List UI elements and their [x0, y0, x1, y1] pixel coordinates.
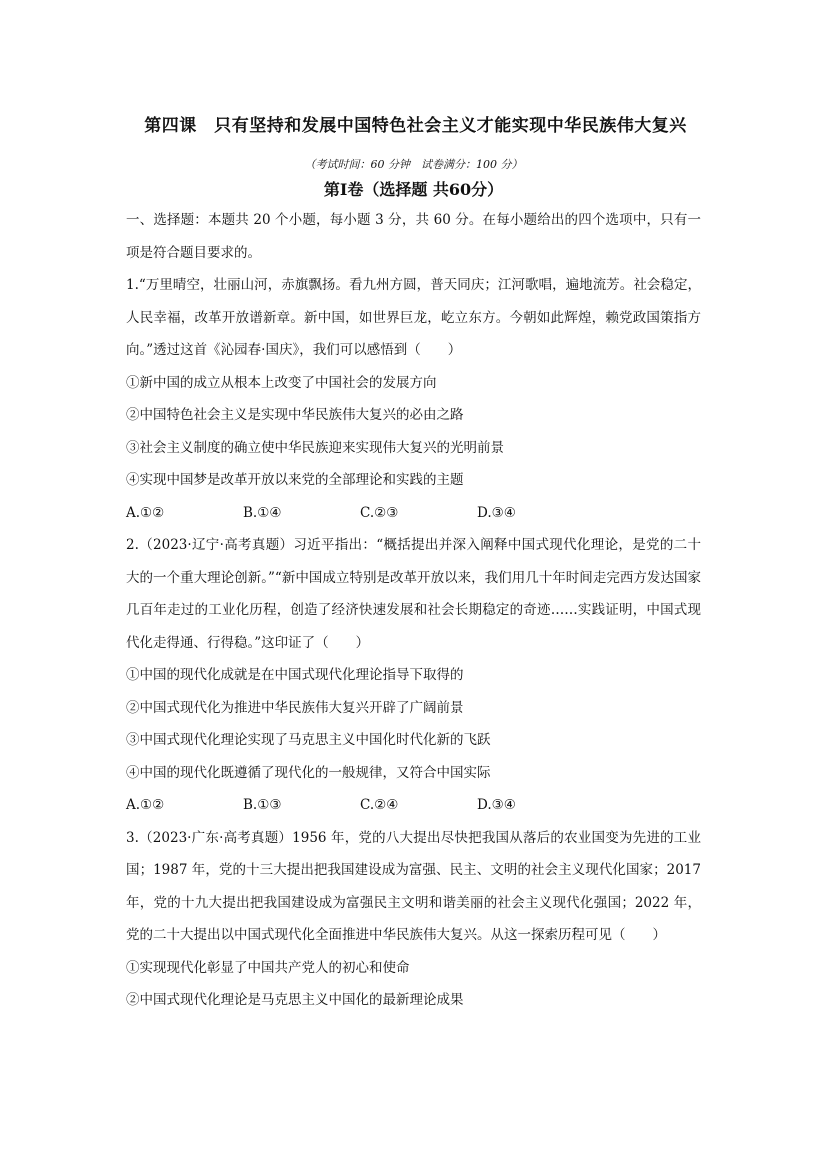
choice-b: B.①③ [243, 797, 282, 813]
statement-4: ④实现中国梦是改革开放以来党的全部理论和实践的主题 [126, 472, 464, 488]
exam-page [126, 100, 701, 1017]
statement-1: ①中国的现代化成就是在中国式现代化理论指导下取得的 [126, 667, 464, 683]
choice-d: D.③④ [477, 797, 516, 813]
choice-b: B.①④ [243, 504, 282, 521]
choice-c: C.②③ [360, 504, 399, 521]
statement-1: ①新中国的成立从根本上改变了中国社会的发展方向 [126, 374, 437, 391]
statement-2: ②中国特色社会主义是实现中华民族伟大复兴的必由之路 [126, 407, 464, 423]
choice-a: A.①② [126, 504, 165, 521]
question-stem: 1.“万里晴空，壮丽山河，赤旗飘扬。看九州方圆，普天同庆；江河歌唱，遍地流芳。社会稳定，人民幸福，改革开放谱新章。新中国，如世界巨龙，屹立东方。今朝如此辉煌，赖党政国策指方向。”透过这首《沁园春·国庆》，我们可以感悟到（ ） [126, 277, 701, 358]
question-3 [126, 822, 701, 1017]
statement-1: ①实现现代化彰显了中国共产党人的初心和使命 [126, 959, 410, 976]
statement-3: ③中国式现代化理论实现了马克思主义中国化时代化新的飞跃 [126, 732, 491, 748]
question-1 [126, 269, 701, 529]
statement-2: ②中国式现代化理论是马克思主义中国化的最新理论成果 [126, 992, 464, 1008]
question-2 [126, 529, 701, 822]
section-heading: 第Ⅰ卷（选择题 共60分） [323, 180, 504, 199]
choice-a: A.①② [126, 797, 165, 813]
statement-2: ②中国式现代化为推进中华民族伟大复兴开辟了广阔前景 [126, 699, 464, 716]
exam-info: （考试时间：60 分钟 试卷满分：100 分） [304, 158, 523, 171]
page-title: 第四课 只有坚持和发展中国特色社会主义才能实现中华民族伟大复兴 [144, 116, 687, 136]
question-stem: 2.（2023·辽宁·高考真题）习近平指出：“概括提出并深入阐释中国式现代化理论，是党的二十大的一个重大理论创新。”“新中国成立特别是改革开放以来，我们用几十年时间走完西方发达国家几百年走过的工业化历程，创造了经济快速发展和社会长期稳定的奇迹……实践证明，中国式现代化走得通、行得稳。”这印证了（ ） [126, 537, 701, 651]
question-stem: 3.（2023·广东·高考真题）1956 年，党的八大提出尽快把我国从落后的农业国变为先进的工业国；1987 年，党的十三大提出把我国建设成为富强、民主、文明的社会主义现代化国家；2017 年，党的十九大提出把我国建设成为富强民主文明和谐美丽的社会主义现代化强国；2022 年，党的二十大提出以中国式现代化全面推进中华民族伟大复兴。从这一探索历程可见（ ） [126, 829, 701, 943]
answer-choices [126, 497, 701, 530]
choice-d: D.③④ [477, 504, 516, 521]
answer-choices [126, 789, 701, 822]
choice-c: C.②④ [360, 797, 399, 813]
statement-3: ③社会主义制度的确立使中华民族迎来实现伟大复兴的光明前景 [126, 439, 504, 456]
statement-4: ④中国的现代化既遵循了现代化的一般规律，又符合中国实际 [126, 764, 491, 781]
instructions: 一、选择题：本题共 20 个小题，每小题 3 分，共 60 分。在每小题给出的四个选项中，只有一项是符合题目要求的。 [126, 212, 701, 261]
